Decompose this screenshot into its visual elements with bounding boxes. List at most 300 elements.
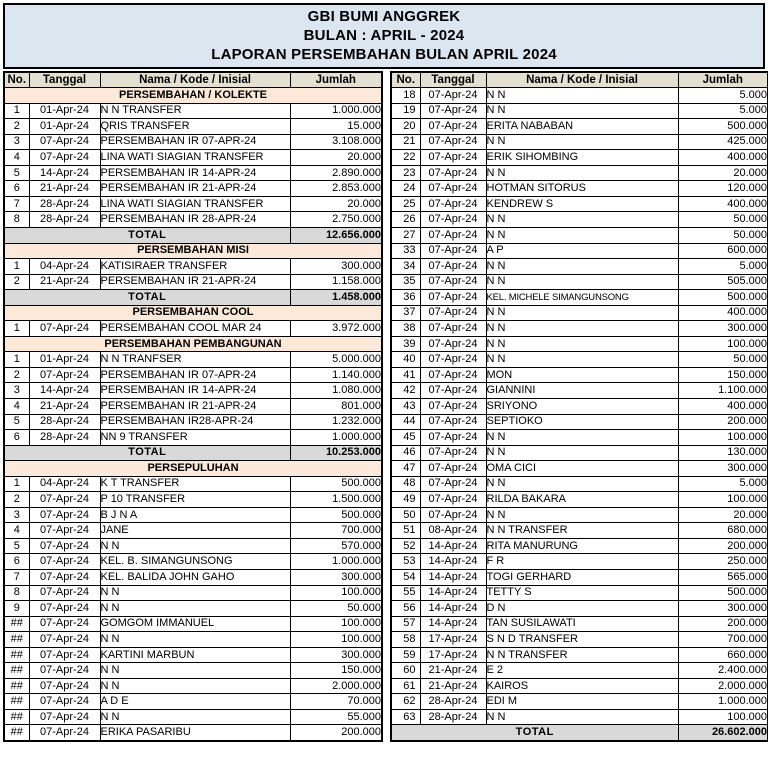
entry-row <box>4 647 382 663</box>
entry-name: N N TRANFSER <box>100 352 290 368</box>
entry-row <box>391 259 768 275</box>
entry-date: 07-Apr-24 <box>420 445 486 461</box>
entry-name: PERSEMBAHAN COOL MAR 24 <box>100 321 290 337</box>
entry-name: KEL. BALIDA JOHN GAHO <box>100 570 290 586</box>
entry-name: N N <box>486 321 678 337</box>
entry-number: 51 <box>391 523 420 539</box>
entry-name: N N <box>486 134 678 150</box>
entry-amount: 100.000 <box>678 336 768 352</box>
entry-number: 53 <box>391 554 420 570</box>
entry-row <box>4 430 382 446</box>
report-name: LAPORAN PERSEMBAHAN BULAN APRIL 2024 <box>211 46 557 63</box>
entry-number: 37 <box>391 305 420 321</box>
entry-date: 07-Apr-24 <box>420 259 486 275</box>
entry-name: N N <box>486 709 678 725</box>
entry-amount: 3.972.000 <box>290 321 382 337</box>
entry-name: N N TRANSFER <box>486 523 678 539</box>
entry-date: 14-Apr-24 <box>420 570 486 586</box>
entry-row <box>4 476 382 492</box>
entry-number: 18 <box>391 88 420 104</box>
column-header-row <box>4 72 382 88</box>
entry-number: 5 <box>4 414 29 430</box>
entry-date: 07-Apr-24 <box>29 616 100 632</box>
entry-number: ## <box>4 678 29 694</box>
entry-number: 47 <box>391 461 420 477</box>
entry-date: 07-Apr-24 <box>29 570 100 586</box>
entry-name: RILDA BAKARA <box>486 492 678 508</box>
entry-name: N N <box>100 678 290 694</box>
entry-number: 24 <box>391 181 420 197</box>
entry-date: 01-Apr-24 <box>29 103 100 119</box>
entry-date: 07-Apr-24 <box>29 601 100 617</box>
offering-table-right <box>390 71 768 742</box>
entry-number: 55 <box>391 585 420 601</box>
entry-row <box>391 103 768 119</box>
section-header-row <box>4 336 382 352</box>
entry-number: 42 <box>391 383 420 399</box>
entry-date: 07-Apr-24 <box>420 321 486 337</box>
entry-date: 07-Apr-24 <box>420 476 486 492</box>
entry-row <box>391 414 768 430</box>
entry-date: 07-Apr-24 <box>420 461 486 477</box>
entry-name: GOMGOM IMMANUEL <box>100 616 290 632</box>
entry-row <box>391 538 768 554</box>
entry-number: 34 <box>391 259 420 275</box>
entry-name: D N <box>486 601 678 617</box>
entry-row <box>4 554 382 570</box>
entry-name: N N <box>100 538 290 554</box>
entry-date: 07-Apr-24 <box>420 305 486 321</box>
entry-name: P 10 TRANSFER <box>100 492 290 508</box>
entry-amount: 100.000 <box>678 492 768 508</box>
entry-number: 5 <box>4 538 29 554</box>
entry-date: 07-Apr-24 <box>420 196 486 212</box>
entry-name: N N TRANSFER <box>100 103 290 119</box>
entry-date: 07-Apr-24 <box>420 165 486 181</box>
entry-row <box>4 632 382 648</box>
entry-row <box>391 492 768 508</box>
entry-amount: 50.000 <box>678 212 768 228</box>
report-title-block <box>3 3 765 69</box>
total-amount: 26.602.000 <box>678 725 768 741</box>
entry-date: 07-Apr-24 <box>420 290 486 306</box>
entry-date: 21-Apr-24 <box>29 274 100 290</box>
entry-number: ## <box>4 647 29 663</box>
entry-date: 07-Apr-24 <box>420 243 486 259</box>
entry-number: 44 <box>391 414 420 430</box>
entry-row <box>391 196 768 212</box>
entry-row <box>4 601 382 617</box>
section-title: PERSEMBAHAN PEMBANGUNAN <box>4 336 382 352</box>
entry-amount: 1.140.000 <box>290 367 382 383</box>
entry-amount: 5.000.000 <box>290 352 382 368</box>
entry-name: PERSEMBAHAN IR 21-APR-24 <box>100 274 290 290</box>
col-header-jumlah: Jumlah <box>290 72 382 88</box>
entry-name: KARTINI MARBUN <box>100 647 290 663</box>
entry-amount: 300.000 <box>678 461 768 477</box>
entry-number: 9 <box>4 601 29 617</box>
entry-row <box>4 181 382 197</box>
entry-row <box>4 321 382 337</box>
entry-date: 07-Apr-24 <box>420 336 486 352</box>
total-row <box>391 725 768 741</box>
entry-amount: 1.000.000 <box>290 430 382 446</box>
entry-amount: 5.000 <box>678 88 768 104</box>
entry-number: 20 <box>391 119 420 135</box>
entry-row <box>391 616 768 632</box>
entry-name: N N <box>486 352 678 368</box>
entry-date: 07-Apr-24 <box>420 88 486 104</box>
entry-amount: 1.080.000 <box>290 383 382 399</box>
entry-number: 39 <box>391 336 420 352</box>
entry-date: 17-Apr-24 <box>420 632 486 648</box>
right-table-body <box>391 88 768 741</box>
entry-amount: 500.000 <box>290 507 382 523</box>
entry-row <box>391 119 768 135</box>
entry-name: OMA CICI <box>486 461 678 477</box>
entry-number: 4 <box>4 523 29 539</box>
entry-number: 25 <box>391 196 420 212</box>
entry-number: 50 <box>391 507 420 523</box>
entry-date: 14-Apr-24 <box>29 165 100 181</box>
entry-date: 28-Apr-24 <box>29 196 100 212</box>
col-header-nama: Nama / Kode / Inisial <box>486 72 678 88</box>
entry-amount: 801.000 <box>290 398 382 414</box>
entry-name: N N <box>100 663 290 679</box>
entry-amount: 2.890.000 <box>290 165 382 181</box>
entry-number: 41 <box>391 367 420 383</box>
entry-number: 27 <box>391 227 420 243</box>
total-label: TOTAL <box>4 290 290 306</box>
entry-row <box>391 694 768 710</box>
entry-row <box>391 678 768 694</box>
entry-number: 56 <box>391 601 420 617</box>
entry-date: 07-Apr-24 <box>29 632 100 648</box>
entry-number: 36 <box>391 290 420 306</box>
entry-amount: 1.500.000 <box>290 492 382 508</box>
entry-amount: 400.000 <box>678 305 768 321</box>
entry-date: 14-Apr-24 <box>420 554 486 570</box>
entry-amount: 1.000.000 <box>678 694 768 710</box>
entry-amount: 2.000.000 <box>290 678 382 694</box>
entry-amount: 570.000 <box>290 538 382 554</box>
entry-name: PERSEMBAHAN IR 07-APR-24 <box>100 134 290 150</box>
column-header-row <box>391 72 768 88</box>
entry-amount: 200.000 <box>678 616 768 632</box>
entry-row <box>391 570 768 586</box>
entry-row <box>4 585 382 601</box>
entry-date: 21-Apr-24 <box>29 398 100 414</box>
entry-amount: 565.000 <box>678 570 768 586</box>
entry-amount: 100.000 <box>290 632 382 648</box>
section-title: PERSEPULUHAN <box>4 461 382 477</box>
entry-name: F R <box>486 554 678 570</box>
entry-amount: 20.000 <box>678 507 768 523</box>
entry-number: 7 <box>4 570 29 586</box>
entry-amount: 1.158.000 <box>290 274 382 290</box>
entry-name: K T TRANSFER <box>100 476 290 492</box>
entry-date: 07-Apr-24 <box>29 507 100 523</box>
entry-name: EDI M <box>486 694 678 710</box>
entry-row <box>391 212 768 228</box>
col-header-nama: Nama / Kode / Inisial <box>100 72 290 88</box>
entry-amount: 2.400.000 <box>678 663 768 679</box>
entry-date: 07-Apr-24 <box>420 212 486 228</box>
entry-row <box>4 709 382 725</box>
col-header-jumlah: Jumlah <box>678 72 768 88</box>
entry-date: 07-Apr-24 <box>420 507 486 523</box>
section-header-row <box>4 243 382 259</box>
entry-number: 59 <box>391 647 420 663</box>
total-label: TOTAL <box>4 227 290 243</box>
entry-row <box>391 632 768 648</box>
section-title: PERSEMBAHAN COOL <box>4 305 382 321</box>
entry-amount: 55.000 <box>290 709 382 725</box>
entry-row <box>391 150 768 166</box>
entry-date: 07-Apr-24 <box>420 398 486 414</box>
entry-row <box>4 663 382 679</box>
entry-date: 14-Apr-24 <box>420 538 486 554</box>
entry-name: PERSEMBAHAN IR28-APR-24 <box>100 414 290 430</box>
entry-row <box>391 181 768 197</box>
entry-amount: 3.108.000 <box>290 134 382 150</box>
entry-amount: 20.000 <box>290 196 382 212</box>
entry-row <box>4 196 382 212</box>
entry-amount: 50.000 <box>678 227 768 243</box>
entry-name: N N <box>486 430 678 446</box>
entry-amount: 500.000 <box>290 476 382 492</box>
entry-row <box>4 383 382 399</box>
entry-row <box>4 274 382 290</box>
entry-number: 61 <box>391 678 420 694</box>
entry-number: 60 <box>391 663 420 679</box>
entry-name: N N TRANSFER <box>486 647 678 663</box>
entry-amount: 300.000 <box>290 259 382 275</box>
entry-number: 49 <box>391 492 420 508</box>
entry-amount: 660.000 <box>678 647 768 663</box>
entry-number: 1 <box>4 259 29 275</box>
section-title: PERSEMBAHAN / KOLEKTE <box>4 88 382 104</box>
section-title: PERSEMBAHAN MISI <box>4 243 382 259</box>
entry-amount: 700.000 <box>290 523 382 539</box>
report-month: BULAN : APRIL - 2024 <box>303 27 465 44</box>
entry-amount: 2.000.000 <box>678 678 768 694</box>
entry-date: 07-Apr-24 <box>420 103 486 119</box>
entry-number: ## <box>4 725 29 741</box>
section-header-row <box>4 88 382 104</box>
entry-name: B J N A <box>100 507 290 523</box>
entry-name: JANE <box>100 523 290 539</box>
entry-row <box>391 554 768 570</box>
offering-table-left <box>3 71 383 742</box>
entry-number: 5 <box>4 165 29 181</box>
entry-amount: 150.000 <box>290 663 382 679</box>
entry-name: N N <box>486 507 678 523</box>
entry-amount: 300.000 <box>290 570 382 586</box>
entry-date: 14-Apr-24 <box>420 585 486 601</box>
total-label: TOTAL <box>391 725 678 741</box>
entry-name: MON <box>486 367 678 383</box>
entry-number: 7 <box>4 196 29 212</box>
entry-row <box>4 119 382 135</box>
total-amount: 1.458.000 <box>290 290 382 306</box>
entry-name: E 2 <box>486 663 678 679</box>
col-header-tanggal: Tanggal <box>420 72 486 88</box>
entry-date: 21-Apr-24 <box>420 663 486 679</box>
entry-row <box>4 492 382 508</box>
entry-date: 07-Apr-24 <box>29 694 100 710</box>
entry-name: N N <box>486 274 678 290</box>
entry-number: 4 <box>4 150 29 166</box>
entry-name: N N <box>486 88 678 104</box>
entry-amount: 300.000 <box>678 321 768 337</box>
entry-amount: 500.000 <box>678 290 768 306</box>
entry-row <box>4 538 382 554</box>
entry-row <box>391 352 768 368</box>
entry-amount: 100.000 <box>678 430 768 446</box>
entry-amount: 200.000 <box>290 725 382 741</box>
entry-row <box>391 383 768 399</box>
entry-number: 1 <box>4 476 29 492</box>
entry-row <box>4 678 382 694</box>
entry-row <box>391 367 768 383</box>
entry-amount: 120.000 <box>678 181 768 197</box>
entry-name: N N <box>100 585 290 601</box>
entry-amount: 5.000 <box>678 103 768 119</box>
entry-name: ERIKA PASARIBU <box>100 725 290 741</box>
entry-name: N N <box>486 227 678 243</box>
entry-number: 58 <box>391 632 420 648</box>
entry-number: 62 <box>391 694 420 710</box>
entry-number: 19 <box>391 103 420 119</box>
entry-name: PERSEMBAHAN IR 14-APR-24 <box>100 383 290 399</box>
entry-amount: 20.000 <box>290 150 382 166</box>
entry-name: NN 9 TRANSFER <box>100 430 290 446</box>
entry-row <box>391 709 768 725</box>
entry-amount: 500.000 <box>678 585 768 601</box>
entry-date: 07-Apr-24 <box>420 367 486 383</box>
entry-number: 33 <box>391 243 420 259</box>
entry-name: TOGI GERHARD <box>486 570 678 586</box>
entry-date: 28-Apr-24 <box>29 414 100 430</box>
entry-amount: 130.000 <box>678 445 768 461</box>
total-amount: 10.253.000 <box>290 445 382 461</box>
entry-name: ERITA NABABAN <box>486 119 678 135</box>
entry-date: 01-Apr-24 <box>29 352 100 368</box>
entry-amount: 300.000 <box>678 601 768 617</box>
entry-date: 07-Apr-24 <box>29 538 100 554</box>
entry-amount: 5.000 <box>678 259 768 275</box>
entry-name: PERSEMBAHAN IR 14-APR-24 <box>100 165 290 181</box>
entry-date: 01-Apr-24 <box>29 119 100 135</box>
entry-row <box>391 134 768 150</box>
entry-date: 07-Apr-24 <box>420 414 486 430</box>
entry-name: TAN SUSILAWATI <box>486 616 678 632</box>
entry-row <box>4 103 382 119</box>
entry-number: 63 <box>391 709 420 725</box>
entry-amount: 505.000 <box>678 274 768 290</box>
entry-amount: 400.000 <box>678 196 768 212</box>
entry-number: ## <box>4 616 29 632</box>
total-row <box>4 290 382 306</box>
entry-amount: 680.000 <box>678 523 768 539</box>
entry-date: 07-Apr-24 <box>420 274 486 290</box>
entry-amount: 500.000 <box>678 119 768 135</box>
col-header-tanggal: Tanggal <box>29 72 100 88</box>
entry-date: 07-Apr-24 <box>29 492 100 508</box>
entry-row <box>391 290 768 306</box>
entry-date: 07-Apr-24 <box>420 492 486 508</box>
entry-date: 07-Apr-24 <box>420 352 486 368</box>
entry-name: A P <box>486 243 678 259</box>
entry-row <box>4 259 382 275</box>
entry-row <box>4 694 382 710</box>
entry-number: 54 <box>391 570 420 586</box>
section-header-row <box>4 305 382 321</box>
entry-date: 08-Apr-24 <box>420 523 486 539</box>
entry-number: 6 <box>4 181 29 197</box>
entry-row <box>391 663 768 679</box>
entry-date: 28-Apr-24 <box>420 709 486 725</box>
left-table-body <box>4 88 382 741</box>
entry-row <box>4 352 382 368</box>
entry-number: 3 <box>4 507 29 523</box>
entry-number: ## <box>4 709 29 725</box>
total-row <box>4 227 382 243</box>
entry-date: 14-Apr-24 <box>420 601 486 617</box>
entry-date: 21-Apr-24 <box>420 678 486 694</box>
entry-name: N N <box>486 445 678 461</box>
entry-row <box>391 445 768 461</box>
entry-name: PERSEMBAHAN IR 21-APR-24 <box>100 181 290 197</box>
entry-amount: 600.000 <box>678 243 768 259</box>
entry-name: N N <box>486 165 678 181</box>
entry-date: 07-Apr-24 <box>29 647 100 663</box>
entry-name: N N <box>486 259 678 275</box>
entry-number: 43 <box>391 398 420 414</box>
entry-amount: 1.000.000 <box>290 554 382 570</box>
entry-row <box>391 523 768 539</box>
entry-row <box>4 507 382 523</box>
entry-name: KATISIRAER TRANSFER <box>100 259 290 275</box>
entry-date: 07-Apr-24 <box>29 150 100 166</box>
entry-number: 1 <box>4 321 29 337</box>
entry-row <box>4 367 382 383</box>
entry-amount: 1.100.000 <box>678 383 768 399</box>
entry-date: 07-Apr-24 <box>29 663 100 679</box>
total-row <box>4 445 382 461</box>
entry-row <box>4 398 382 414</box>
entry-row <box>391 585 768 601</box>
entry-row <box>4 725 382 741</box>
entry-name: KEL. B. SIMANGUNSONG <box>100 554 290 570</box>
entry-amount: 1.232.000 <box>290 414 382 430</box>
entry-number: 40 <box>391 352 420 368</box>
entry-row <box>4 616 382 632</box>
entry-number: 4 <box>4 398 29 414</box>
entry-number: 1 <box>4 352 29 368</box>
entry-number: 23 <box>391 165 420 181</box>
entry-name: N N <box>486 305 678 321</box>
entry-amount: 1.000.000 <box>290 103 382 119</box>
entry-number: 57 <box>391 616 420 632</box>
entry-number: 3 <box>4 383 29 399</box>
entry-number: 2 <box>4 367 29 383</box>
entry-row <box>4 523 382 539</box>
entry-amount: 250.000 <box>678 554 768 570</box>
entry-amount: 400.000 <box>678 398 768 414</box>
entry-date: 07-Apr-24 <box>29 134 100 150</box>
